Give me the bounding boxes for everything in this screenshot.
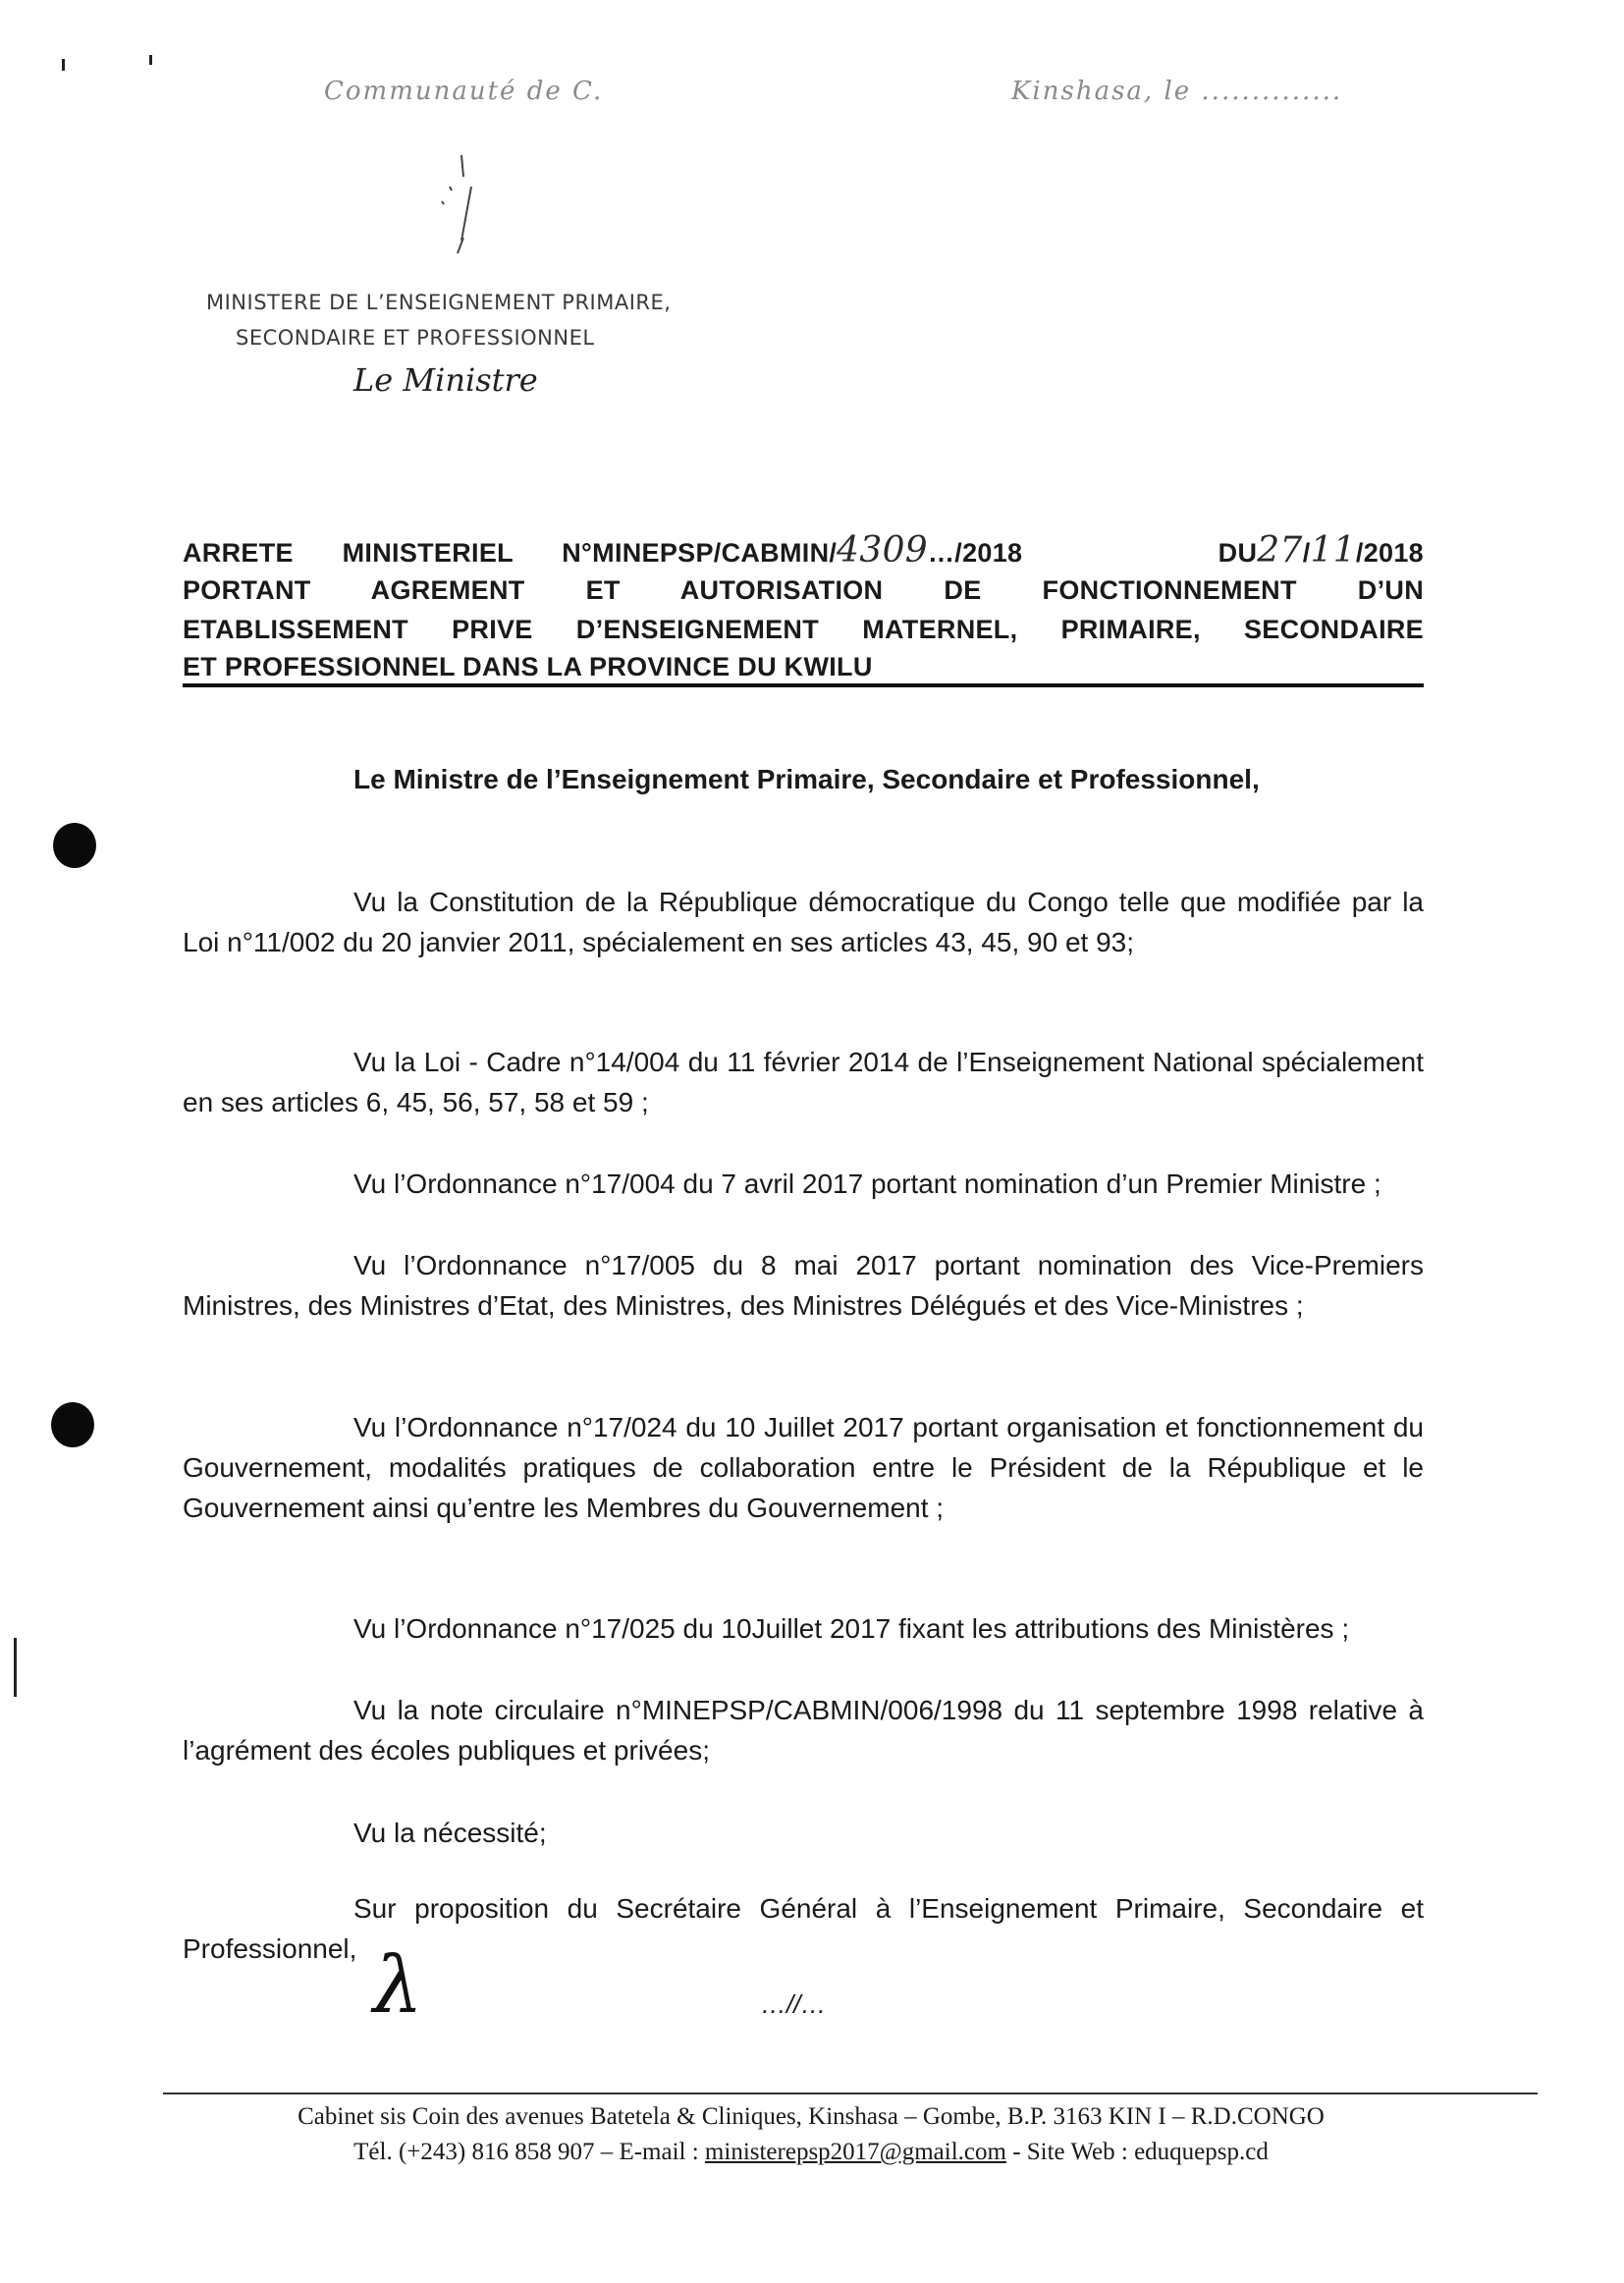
- ministry-header: [206, 285, 671, 355]
- opening-paragraph: [183, 759, 1424, 799]
- recital-text: Vu la nécessité;: [353, 1818, 547, 1848]
- recital-text: Vu l’Ordonnance n°17/025 du 10Juillet 2017 fixant les attributions des Ministères ;: [353, 1613, 1350, 1644]
- recital-loi-cadre: [183, 1042, 1424, 1122]
- footer-address-line: Cabinet sis Coin des avenues Batetela & Cliniques, Kinshasa – Gombe, B.P. 3163 KIN I – R.D.CONGO: [298, 2103, 1325, 2130]
- ministry-name-line1: MINISTERE DE L’ENSEIGNEMENT PRIMAIRE,: [206, 291, 672, 314]
- scan-tick-mark: [62, 59, 65, 71]
- handwritten-place-date: Kinshasa, le ..............: [1011, 77, 1343, 106]
- decree-title-line1: [183, 532, 1424, 571]
- handwritten-initial: λ: [373, 1939, 423, 2031]
- punch-hole: [51, 1402, 94, 1447]
- proposal-text: Sur proposition du Secrétaire Général à l’Enseignement Primaire, Secondaire et Professionnel,: [183, 1893, 1424, 1964]
- proposal-paragraph: [183, 1888, 1424, 1969]
- decree-prefix: ARRETE MINISTERIEL N°MINEPSP/CABMIN/: [183, 538, 838, 568]
- minister-title: Le Ministre: [353, 361, 538, 399]
- decree-number-handwritten: 4309: [837, 530, 928, 571]
- ministry-name-line2: SECONDAIRE ET PROFESSIONNEL: [236, 326, 595, 350]
- decree-title-line3: ETABLISSEMENT PRIVE D’ENSEIGNEMENT MATERNEL, PRIMAIRE, SECONDAIRE: [183, 615, 1424, 644]
- scan-edge-mark: [14, 1638, 17, 1697]
- footer-website: - Site Web : eduquepsp.cd: [1005, 2139, 1269, 2165]
- decree-title-line2: PORTANT AGREMENT ET AUTORISATION DE FONCTIONNEMENT D’UN: [183, 575, 1424, 605]
- footer-divider: [163, 2093, 1538, 2094]
- footer-address: [163, 2099, 1459, 2170]
- recital-text: Vu la Constitution de la République démocratique du Congo telle que modifiée par la Loi n°11/002 du 20 janvier 2011, spécialement en ses articles 43, 45, 90 et 93;: [183, 887, 1424, 957]
- recital-text: Vu l’Ordonnance n°17/004 du 7 avril 2017 portant nomination d’un Premier Ministre ;: [353, 1169, 1381, 1199]
- recital-note-circulaire: [183, 1690, 1424, 1770]
- recital-ordonnance-vice-premiers: [183, 1245, 1424, 1326]
- continuation-mark: …//…: [761, 1989, 827, 2019]
- footer-phone: Tél. (+243) 816 858 907 – E-mail :: [353, 2139, 705, 2165]
- scan-tick-mark: [149, 55, 152, 65]
- coat-of-arms-emblem: [422, 147, 491, 255]
- decree-title-line4: ET PROFESSIONNEL DANS LA PROVINCE DU KWILU: [183, 652, 873, 681]
- recital-ordonnance-organisation: [183, 1407, 1424, 1528]
- recital-ordonnance-attributions: [183, 1608, 1424, 1649]
- footer-contact-line: [163, 2135, 1459, 2170]
- recital-necessite: [183, 1813, 1424, 1853]
- footer-email-link[interactable]: ministerepsp2017@gmail.com: [704, 2139, 1006, 2165]
- recital-ordonnance-premier-ministre: [183, 1164, 1424, 1204]
- recital-text: Vu la note circulaire n°MINEPSP/CABMIN/006/1998 du 11 septembre 1998 relative à l’agrément des écoles publiques et privées;: [183, 1695, 1424, 1766]
- recital-text: Vu la Loi - Cadre n°14/004 du 11 février 2014 de l’Enseignement National spécialement en ses articles 6, 45, 56, 57, 58 et 59 ;: [183, 1047, 1424, 1117]
- decree-year: …/2018: [928, 538, 1023, 568]
- decree-du: DU: [1218, 538, 1258, 568]
- decree-month-handwritten: 11: [1310, 530, 1356, 571]
- decree-day-handwritten: 27: [1257, 530, 1303, 571]
- decree-date-year: /2018: [1355, 538, 1424, 568]
- decree-date-sep: /: [1302, 538, 1311, 568]
- recital-text: Vu l’Ordonnance n°17/024 du 10 Juillet 2017 portant organisation et fonctionnement du Gouvernement, modalités pratiques de collaboration entre le Président de la République et le Gouvernement ainsi qu’entre les Membres du Gouvernement ;: [183, 1412, 1424, 1523]
- recital-text: Vu l’Ordonnance n°17/005 du 8 mai 2017 portant nomination des Vice-Premiers Ministres, des Ministres d’Etat, des Ministres, des Ministres Délégués et des Vice-Ministres ;: [183, 1250, 1424, 1321]
- title-underline: [183, 683, 1424, 687]
- punch-hole: [53, 823, 96, 868]
- opening-text: Le Ministre de l’Enseignement Primaire, Secondaire et Professionnel,: [353, 764, 1260, 794]
- handwritten-note-left: Communauté de C.: [324, 77, 604, 106]
- recital-constitution: [183, 882, 1424, 962]
